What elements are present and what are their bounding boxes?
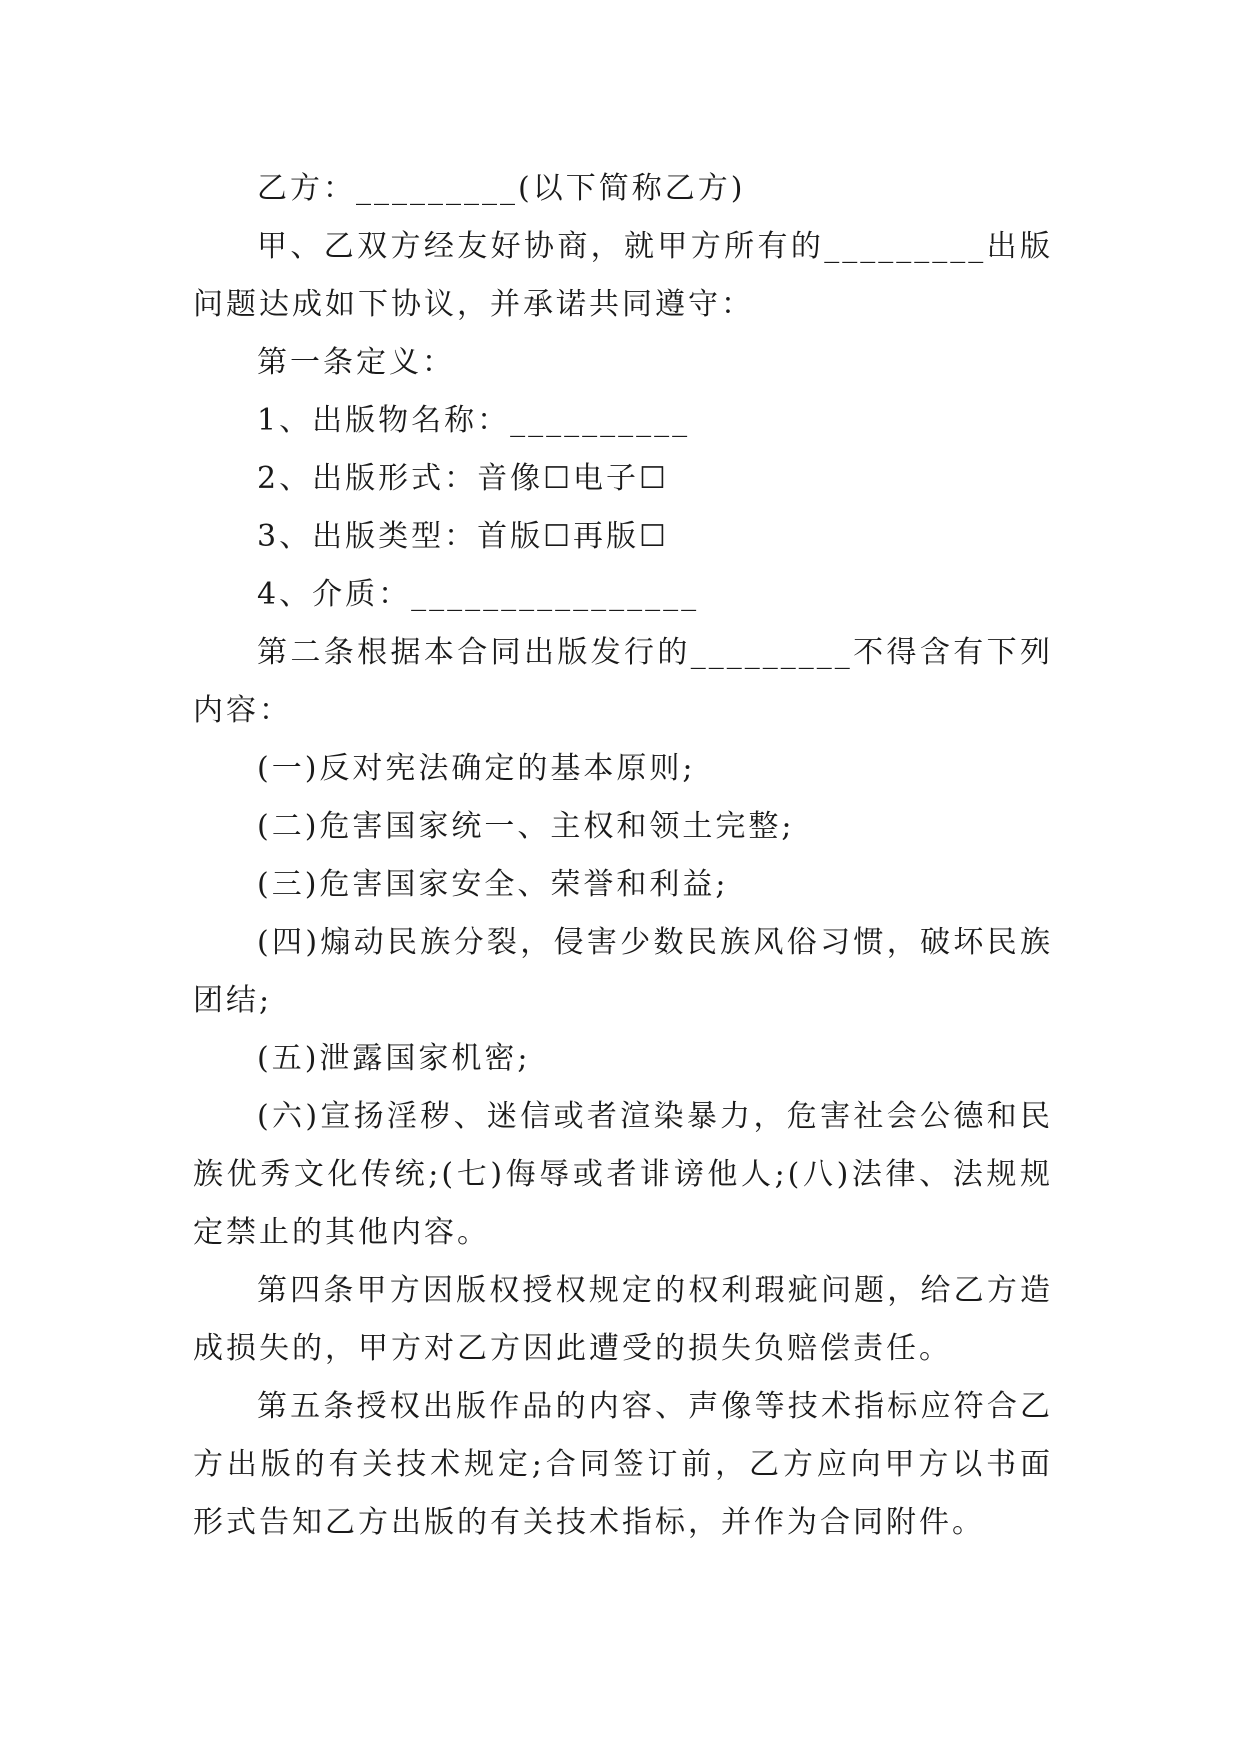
prohibited-item-4: (四)煽动民族分裂，侵害少数民族风俗习惯，破坏民族团结;	[193, 925, 1053, 1018]
article-5-paragraph: 第五条授权出版作品的内容、声像等技术指标应符合乙方出版的有关技术规定;合同签订前，乙方应向甲方以书面形式告知乙方出版的有关技术指标，并作为合同附件。	[193, 1389, 1053, 1540]
definition-item-1: 1、出版物名称：__________	[257, 403, 691, 438]
definition-item-2: 2、出版形式：音像☐电子☐	[257, 461, 669, 496]
article-1-heading: 第一条定义：	[257, 345, 455, 380]
definition-item-4: 4、介质：________________	[257, 577, 700, 612]
prohibited-item-3: (三)危害国家安全、荣誉和利益;	[257, 867, 729, 902]
preamble-paragraph: 甲、乙双方经友好协商，就甲方所有的_________出版问题达成如下协议，并承诺共同遵守：	[193, 229, 1053, 322]
prohibited-item-2: (二)危害国家统一、主权和领土完整;	[257, 809, 795, 844]
prohibited-item-1: (一)反对宪法确定的基本原则;	[257, 751, 696, 786]
prohibited-item-5: (五)泄露国家机密;	[257, 1041, 531, 1076]
definition-item-3: 3、出版类型：首版☐再版☐	[257, 519, 669, 554]
article-2-paragraph: 第二条根据本合同出版发行的_________不得含有下列内容：	[193, 635, 1053, 728]
document-body	[193, 160, 1053, 1552]
article-4-paragraph: 第四条甲方因版权授权规定的权利瑕疵问题，给乙方造成损失的，甲方对乙方因此遭受的损失负赔偿责任。	[193, 1273, 1053, 1366]
party-b-line: 乙方：_________(以下简称乙方)	[257, 171, 746, 206]
prohibited-item-6-8: (六)宣扬淫秽、迷信或者渲染暴力，危害社会公德和民族优秀文化传统;(七)侮辱或者诽谤他人;(八)法律、法规规定禁止的其他内容。	[193, 1099, 1053, 1250]
